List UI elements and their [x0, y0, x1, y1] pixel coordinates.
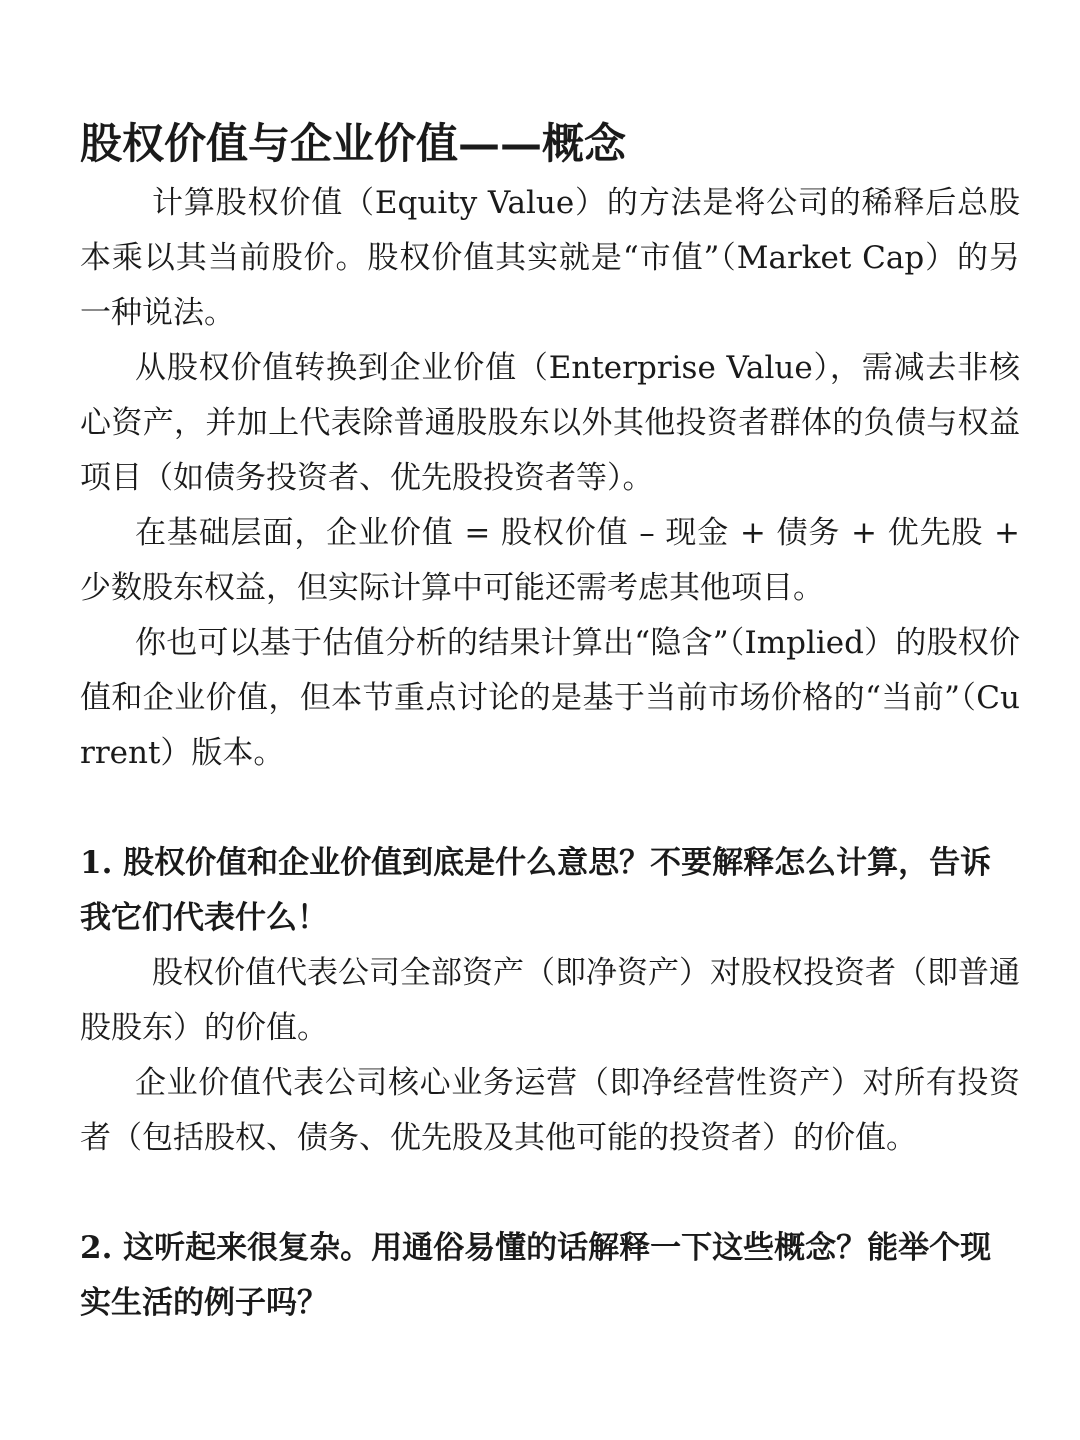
- intro-paragraph-implied: 你也可以基于估值分析的结果计算出“隐含”（Implied）的股权价值和企业价值，但本节重点讨论的是基于当前市场价格的“当前”（Current）版本。: [80, 625, 1020, 771]
- section-spacer: [80, 1166, 1020, 1221]
- answer-1-equity: 股权价值代表公司全部资产（即净资产）对股权投资者（即普通股股东）的价值。: [80, 955, 1020, 1046]
- question-1-heading: 1. 股权价值和企业价值到底是什么意思？不要解释怎么计算，告诉我它们代表什么！: [80, 845, 992, 936]
- page-title: 股权价值与企业价值——概念: [80, 119, 627, 168]
- intro-paragraph-equity-value: 计算股权价值（Equity Value）的方法是将公司的稀释后总股本乘以其当前股价。股权价值其实就是“市值”（Market Cap）的另一种说法。: [80, 185, 1020, 331]
- intro-paragraph-enterprise-value: 从股权价值转换到企业价值（Enterprise Value），需减去非核心资产，并加上代表除普通股股东以外其他投资者群体的负债与权益项目（如债务投资者、优先股投资者等）。: [80, 350, 1020, 496]
- document-page: [80, 112, 1020, 1331]
- section-spacer: [80, 781, 1020, 836]
- answer-1-enterprise: 企业价值代表公司核心业务运营（即净经营性资产）对所有投资者（包括股权、债务、优先股及其他可能的投资者）的价值。: [80, 1065, 1020, 1156]
- intro-paragraph-formula: 在基础层面，企业价值 = 股权价值 – 现金 + 债务 + 优先股 + 少数股东权益，但实际计算中可能还需考虑其他项目。: [80, 515, 1020, 606]
- question-2-heading: 2. 这听起来很复杂。用通俗易懂的话解释一下这些概念？能举个现实生活的例子吗？: [80, 1230, 992, 1321]
